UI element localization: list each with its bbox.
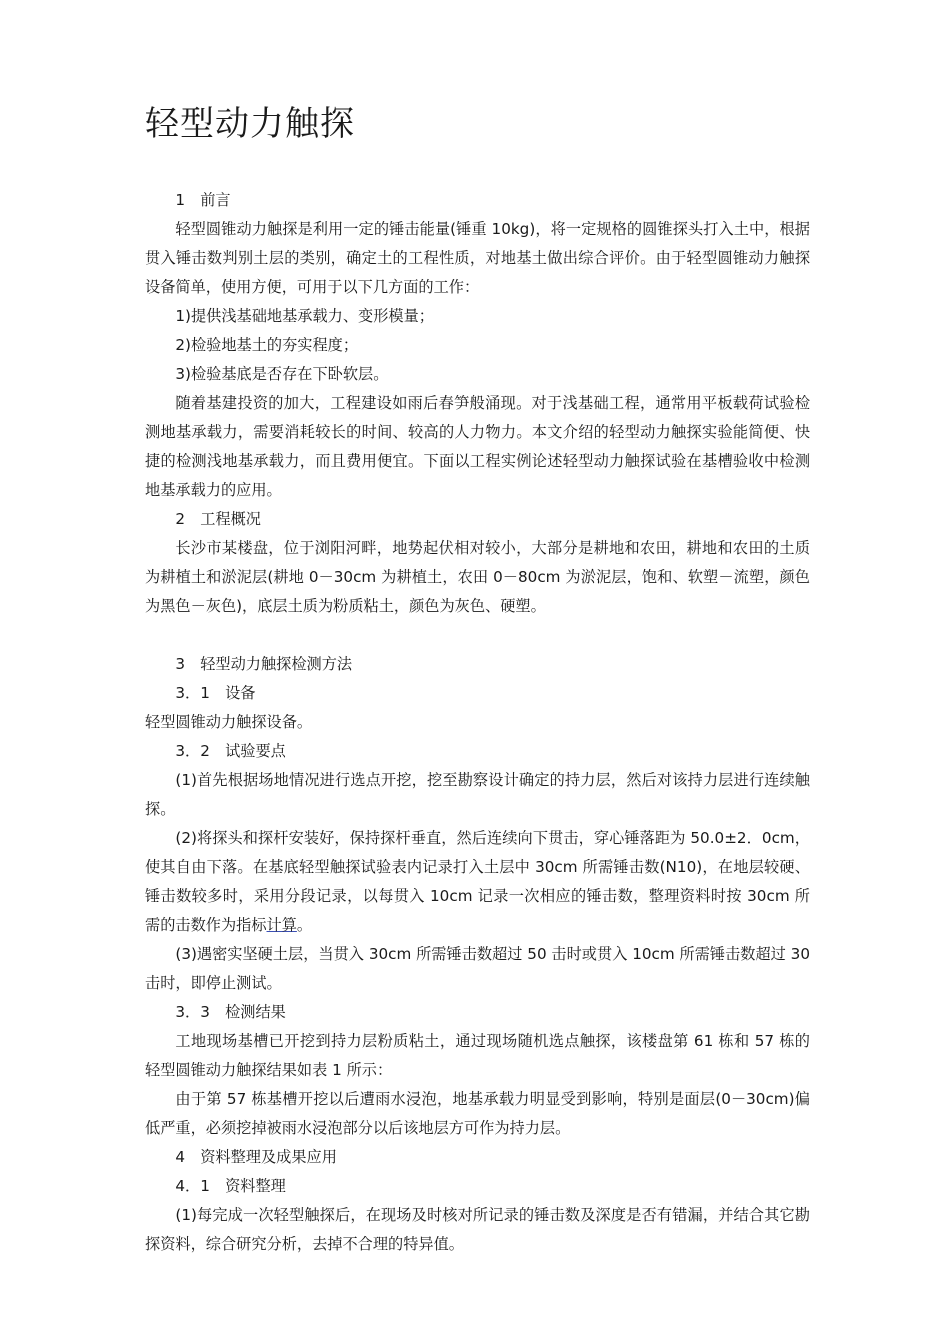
test-point-2-end: 。 <box>296 916 313 934</box>
list-item-3: 3)检验基底是否存在下卧软层。 <box>175 365 389 383</box>
paragraph-intro: 轻型圆锥动力触探是利用一定的锤击能量(锤重 10kg)，将一定规格的圆锥探头打入土中，根据贯入锤击数判别土层的类别，确定土的工程性质，对地基土做出综合评价。由于轻型圆锥动力触探设备简单，使用方便，可用于以下几方面的工作： <box>145 220 810 296</box>
list-item-1: 1)提供浅基础地基承载力、变形模量； <box>175 307 434 325</box>
calculation-link[interactable]: 计算 <box>266 916 297 934</box>
section-heading-1: 1 前言 <box>175 191 231 209</box>
paragraph-data-processing-1: (1)每完成一次轻型触探后，在现场及时核对所记录的锤击数及深度是否有错漏，并结合其它勘探资料，综合研究分析，去掉不合理的特异值。 <box>145 1206 810 1253</box>
section-heading-4: 4 资料整理及成果应用 <box>175 1148 337 1166</box>
paragraph-test-point-1: (1)首先根据场地情况进行选点开挖，挖至勘察设计确定的持力层，然后对该持力层进行连续触探。 <box>145 771 810 818</box>
section-heading-2: 2 工程概况 <box>175 510 261 528</box>
document-page <box>145 96 810 1259</box>
subsection-heading-3-3: 3．3 检测结果 <box>175 1003 286 1021</box>
test-point-2-text: (2)将探头和探杆安装好，保持探杆垂直，然后连续向下贯击，穿心锤落距为 50.0±2．0cm，使其自由下落。在基底轻型触探试验表内记录打入土层中 30cm 所需锤击数(N10)，在地层较硬、锤击数较多时，采用分段记录，以每贯入 10cm 记录一次相应的锤击数，整理资料时按 30cm 所需的击数作为指标 <box>145 829 810 934</box>
paragraph-test-point-3: (3)遇密实坚硬土层，当贯入 30cm 所需锤击数超过 50 击时或贯入 10cm 所需锤击数超过 30 击时，即停止测试。 <box>145 945 810 992</box>
subsection-heading-3-2: 3．2 试验要点 <box>175 742 286 760</box>
paragraph-project-overview: 长沙市某楼盘，位于浏阳河畔，地势起伏相对较小，大部分是耕地和农田，耕地和农田的土质为耕植土和淤泥层(耕地 0－30cm 为耕植土，农田 0－80cm 为淤泥层，饱和、软塑－流塑，颜色为黑色－灰色)，底层土质为粉质粘土，颜色为灰色、硬塑。 <box>145 539 810 615</box>
blank-line <box>145 621 810 650</box>
paragraph-results-1: 工地现场基槽已开挖到持力层粉质粘土，通过现场随机选点触探，该楼盘第 61 栋和 57 栋的轻型圆锥动力触探结果如表 1 所示： <box>145 1032 810 1079</box>
paragraph-background: 随着基建投资的加大，工程建设如雨后春笋般涌现。对于浅基础工程，通常用平板载荷试验检测地基承载力，需要消耗较长的时间、较高的人力物力。本文介绍的轻型动力触探实验能简便、快捷的检测浅地基承载力，而且费用便宜。下面以工程实例论述轻型动力触探试验在基槽验收中检测地基承载力的应用。 <box>145 394 810 499</box>
paragraph-results-2: 由于第 57 栋基槽开挖以后遭雨水浸泡，地基承载力明显受到影响，特别是面层(0－30cm)偏低严重，必须挖掉被雨水浸泡部分以后该地层方可作为持力层。 <box>145 1090 810 1137</box>
section-heading-3: 3 轻型动力触探检测方法 <box>175 655 353 673</box>
paragraph-test-point-2 <box>145 824 810 940</box>
subsection-heading-4-1: 4．1 资料整理 <box>175 1177 286 1195</box>
page-title: 轻型动力触探 <box>145 104 355 144</box>
document-body <box>145 186 810 1259</box>
list-item-2: 2)检验地基土的夯实程度； <box>175 336 359 354</box>
paragraph-equipment: 轻型圆锥动力触探设备。 <box>145 713 313 731</box>
subsection-heading-3-1: 3．1 设备 <box>175 684 256 702</box>
